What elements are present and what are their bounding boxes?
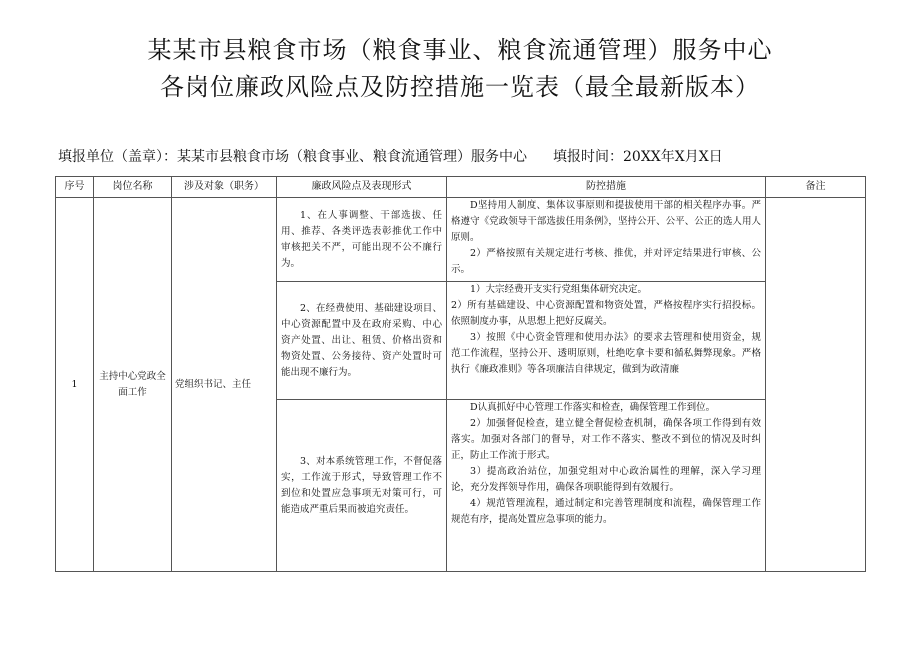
header-object: 涉及对象（职务） (172, 177, 277, 198)
risk-cell-1 (277, 198, 447, 282)
document-title-line1: 某某市县粮食市场（粮食事业、粮食流通管理）服务中心 (147, 36, 773, 64)
header-note: 备注 (766, 177, 866, 198)
risk-cell-3 (277, 400, 447, 572)
risk-text-1: 1、在人事调整、干部选拔、任用、推荐、各类评选表彰推优工作中审核把关不严，可能出现不公不廉行为。 (281, 209, 442, 269)
measure-item: 3）提高政治站位，加强党组对中心政治属性的理解，深入学习理论，充分发挥领导作用，确保各项职能得到有效履行。 (451, 466, 761, 493)
measure-item: 2）加强督促检查，建立健全督促检查机制，确保各项工作得到有效落实。加强对各部门的督导，对工作不落实、整改不到位的情况及时纠正，防止工作流于形式。 (451, 418, 761, 461)
measure-cell-3 (447, 400, 766, 572)
table-row (56, 198, 866, 282)
cell-note (766, 198, 866, 572)
measure-item: D认真抓好中心管理工作落实和检查，确保管理工作到位。 (470, 402, 716, 413)
header-position: 岗位名称 (94, 177, 172, 198)
cell-object: 党组织书记、主任 (172, 198, 277, 572)
risk-table (55, 176, 866, 572)
table-header-row (56, 177, 866, 198)
risk-text-3: 3、对本系统管理工作，不督促落实，工作流于形式，导致管理工作不到位和处置应急事项无对策可行，可能造成严重后果而被追究责任。 (281, 455, 442, 515)
header-risk: 廉政风险点及表现形式 (277, 177, 447, 198)
header-measures: 防控措施 (447, 177, 766, 198)
measure-item: D坚持用人制度、集体议事原则和提拔使用干部的相关程序办事。严格遵守《党政领导干部选拔任用条例》，坚持公开、公平、公正的选人用人原则。 (451, 200, 761, 243)
measure-cell-2 (447, 282, 766, 400)
measure-item: 4）规范管理流程，通过制定和完善管理制度和流程，确保管理工作规范有序，提高处置应急事项的能力。 (451, 498, 761, 525)
cell-position: 主持中心党政全面工作 (94, 198, 172, 572)
risk-cell-2 (277, 282, 447, 400)
measure-item: 2）严格按照有关规定进行考核、推优，并对评定结果进行审核、公示。 (451, 248, 761, 275)
report-info (58, 148, 723, 166)
measure-item: 1）大宗经费开支实行党组集体研究决定。 (470, 284, 648, 295)
cell-index: 1 (56, 198, 94, 572)
measure-item: 3）按照《中心资金管理和使用办法》的要求去管理和使用资金，规范工作流程，坚持公开、透明原则，杜绝吃拿卡要和循私舞弊现象。严格执行《廉政准则》等各项廉洁自律规定，做到为政清廉 (451, 332, 761, 375)
risk-text-2: 2、在经费使用、基础建设项目、中心资源配置中及在政府采购、中心资产处置、出让、租赁、价格出资和物资处置、公务接待、资产处置时可能出现不廉行为。 (281, 302, 442, 378)
measure-item: 2）所有基础建设、中心资源配置和物资处置，严格按程序实行招投标。依照制度办事，从思想上把好反腐关。 (451, 300, 761, 327)
header-index: 序号 (56, 177, 94, 198)
measure-cell-1 (447, 198, 766, 282)
document-title-line2: 各岗位廉政风险点及防控措施一览表（最全最新版本） (160, 73, 760, 101)
report-unit: 填报单位（盖章）：某某市县粮食市场（粮食事业、粮食流通管理）服务中心 (58, 149, 527, 165)
report-date: 填报时间：20XX年X月X日 (553, 149, 723, 165)
